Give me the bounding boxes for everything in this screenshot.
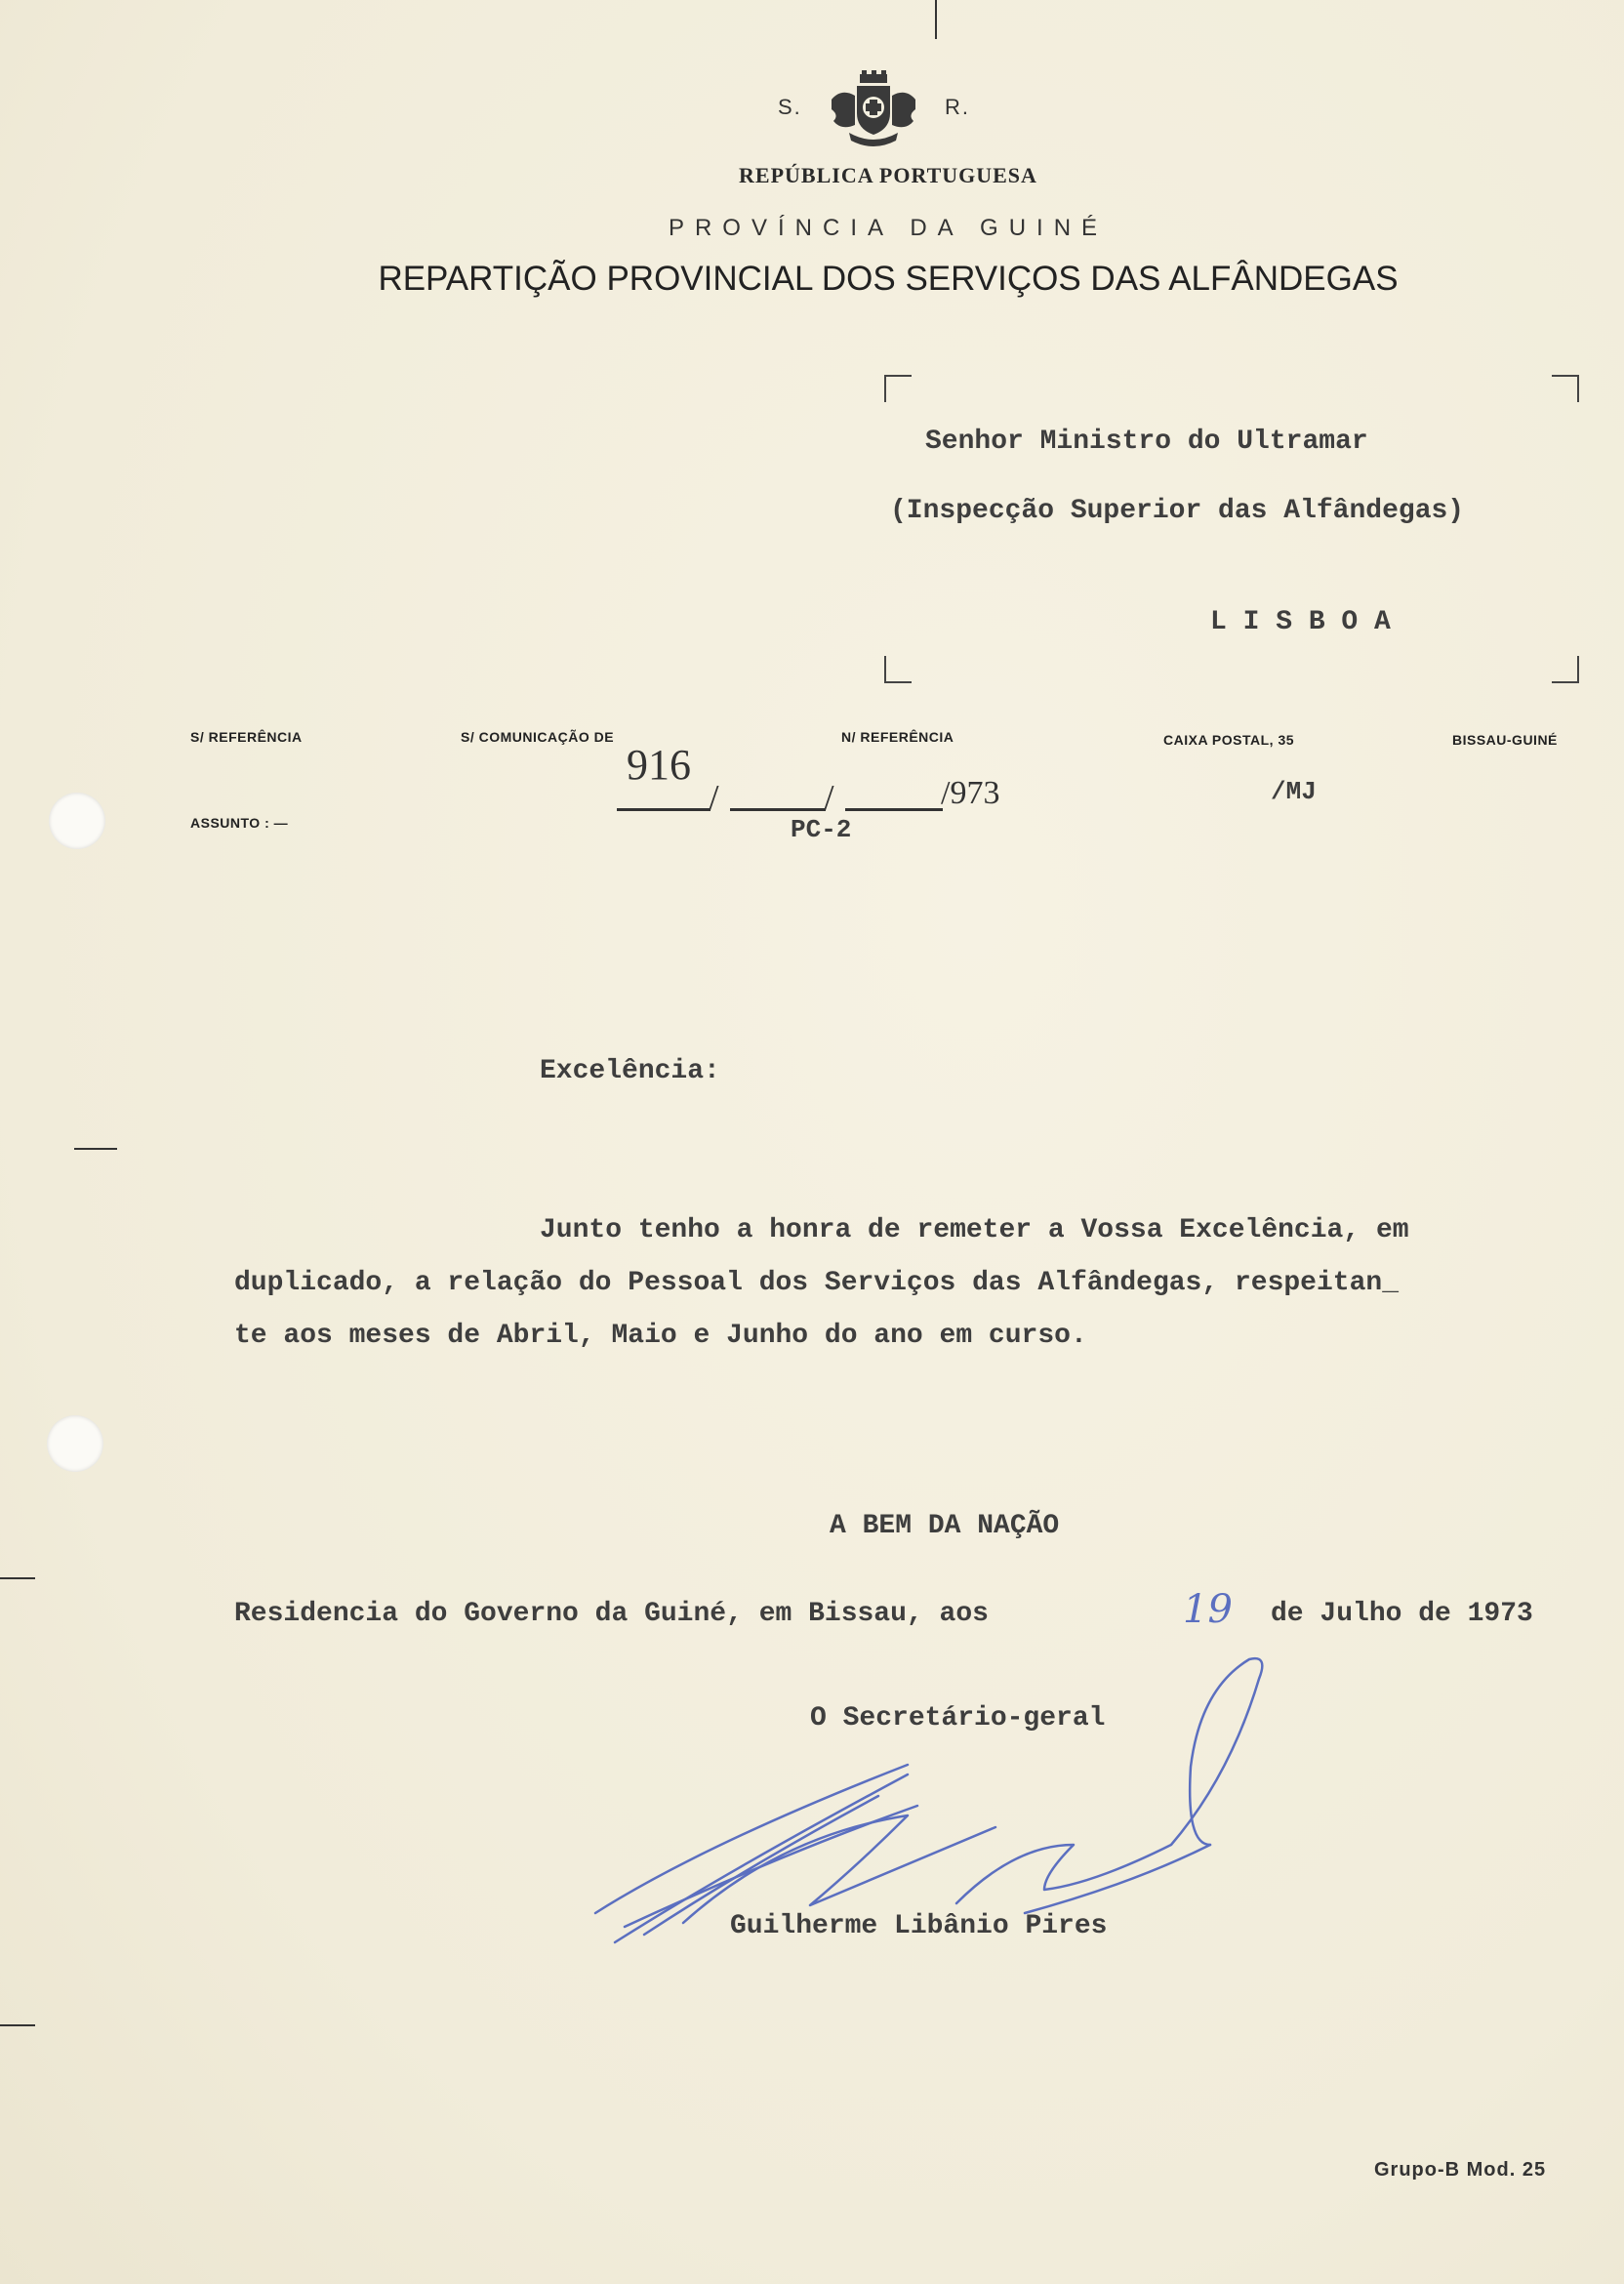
s-letter: S. [778,95,802,119]
recipient-city: L I S B O A [1210,607,1391,637]
corner-mark-bottom-right [1552,656,1579,683]
fold-mark-3 [0,2024,35,2026]
corner-mark-bottom-left [884,656,912,683]
ref-blank-3 [845,808,943,811]
closing-place: Residencia do Governo da Guiné, em Bissau, aos [234,1599,989,1629]
recipient-line-1: Senhor Ministro do Ultramar [925,427,1368,457]
signatory-name: Guilherme Libânio Pires [730,1911,1108,1941]
caixa-postal-label: CAIXA POSTAL, 35 [1163,732,1295,748]
ref-slash-2: / [824,778,834,819]
assunto-label: ASSUNTO : — [190,815,289,831]
ref-blank-1 [617,808,710,811]
corner-mark-top-right [1552,375,1579,402]
republic-heading: REPÚBLICA PORTUGUESA [739,163,1037,187]
n-referencia-label: N/ REFERÊNCIA [841,729,954,745]
handwritten-signature [586,1650,1308,1972]
r-letter: R. [945,95,970,119]
body-line-1: Junto tenho a honra de remeter a Vossa Excelência, em [540,1215,1409,1245]
ref-slash-1: / [709,778,719,819]
reference-year: /973 [941,775,1000,811]
coat-of-arms-icon [828,70,919,148]
top-mark [935,0,937,39]
reference-number: 916 [627,741,691,789]
s-referencia-label: S/ REFERÊNCIA [190,729,303,745]
body-line-3: te aos meses de Abril, Maio e Junho do ano em curso. [234,1321,1087,1351]
fold-mark-1 [74,1148,117,1150]
department-heading: REPARTIÇÃO PROVINCIAL DOS SERVIÇOS DAS ALFÂNDEGAS [378,260,1399,298]
closing-motto: A BEM DA NAÇÃO [830,1511,1060,1541]
fold-mark-2 [0,1577,35,1579]
punch-hole-bottom [47,1415,103,1472]
recipient-line-2: (Inspecção Superior das Alfândegas) [890,496,1465,526]
location-label: BISSAU-GUINÉ [1452,732,1558,748]
salutation: Excelência: [540,1056,720,1086]
handwritten-day: 19 [1183,1587,1233,1632]
body-line-2: duplicado, a relação do Pessoal dos Serviços das Alfândegas, respeitan_ [234,1268,1399,1298]
corner-mark-top-left [884,375,912,402]
s-comunicacao-label: S/ COMUNICAÇÃO DE [461,729,615,745]
form-code: Grupo-B Mod. 25 [1374,2159,1547,2181]
province-heading: PROVÍNCIA DA GUINÉ [668,215,1109,241]
reference-initials: /MJ [1271,777,1317,806]
ref-blank-2 [730,808,826,811]
closing-date: de Julho de 1973 [1271,1599,1533,1629]
closing-title: O Secretário-geral [810,1703,1106,1733]
reference-code: PC-2 [791,815,852,844]
punch-hole-top [49,793,105,849]
